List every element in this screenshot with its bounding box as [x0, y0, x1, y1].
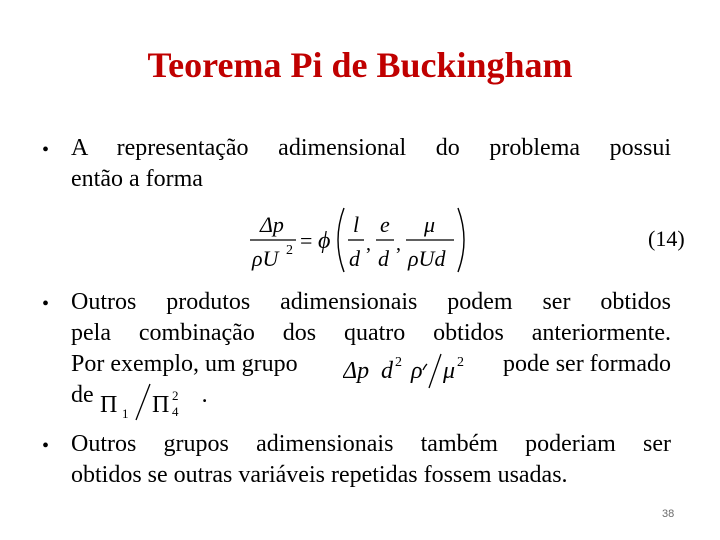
- subscript: 4: [172, 404, 179, 419]
- superscript: 2: [457, 355, 464, 370]
- line-text-end: pode ser formado: [503, 351, 671, 377]
- inline-group-formula: [343, 350, 473, 390]
- eq-equals: =: [300, 228, 313, 253]
- symbol: μ: [443, 358, 456, 384]
- eq-lhs-exponent: 2: [286, 243, 293, 258]
- line-text-start: de: [71, 382, 94, 408]
- division-slash: [136, 384, 150, 420]
- eq-term-2-num: e: [380, 212, 390, 237]
- right-paren: [458, 208, 464, 272]
- eq-term-3-den: ρUd: [408, 246, 446, 271]
- bullet-line: Outros produtos adimensionais podem ser obtidos: [71, 289, 671, 315]
- bullet-line: A representação adimensional do problema possui: [71, 135, 671, 161]
- symbol: Δp: [343, 358, 370, 384]
- eq-term-2-den: d: [378, 246, 389, 271]
- inline-pi-formula: [100, 382, 200, 422]
- equation-14: [248, 204, 478, 274]
- equation-number: (14): [648, 226, 685, 251]
- bullet-paragraph-1: [71, 133, 671, 195]
- symbol: d: [381, 358, 393, 384]
- division-slash: [429, 354, 441, 388]
- eq-function: ϕ: [318, 228, 331, 254]
- subscript: 1: [122, 406, 129, 421]
- bullet-marker: •: [42, 435, 50, 457]
- eq-term-1-den: d: [349, 246, 360, 271]
- eq-lhs-numerator: Δp: [260, 212, 284, 237]
- pi-symbol: Π: [152, 392, 170, 418]
- bullet-paragraph-3: [71, 429, 671, 491]
- bullet-line: Outros grupos adimensionais também poderiam ser: [71, 431, 671, 457]
- superscript: 2: [395, 355, 402, 370]
- eq-lhs-denominator: ρU: [252, 246, 279, 271]
- eq-comma: ,: [366, 233, 371, 255]
- bullet-marker: •: [42, 139, 50, 161]
- eq-term-1-num: l: [353, 212, 360, 237]
- bullet-line: obtidos se outras variáveis repetidas fossem usadas.: [71, 462, 568, 488]
- eq-term-3-num: μ: [424, 212, 436, 237]
- superscript: 2: [172, 388, 179, 403]
- symbol: ρ: [411, 358, 423, 384]
- slide-title: Teorema Pi de Buckingham: [147, 45, 573, 85]
- pi-symbol: Π: [100, 392, 118, 418]
- left-paren: [338, 208, 344, 272]
- bullet-line: então a forma: [71, 166, 203, 192]
- line-text-start: Por exemplo, um grupo: [71, 351, 298, 377]
- line-text-end: .: [201, 382, 208, 408]
- eq-comma: ,: [396, 233, 401, 255]
- bullet-marker: •: [42, 293, 50, 315]
- page-number: 38: [662, 508, 675, 520]
- bullet-line: pela combinação dos quatro obtidos anteriormente.: [71, 320, 671, 346]
